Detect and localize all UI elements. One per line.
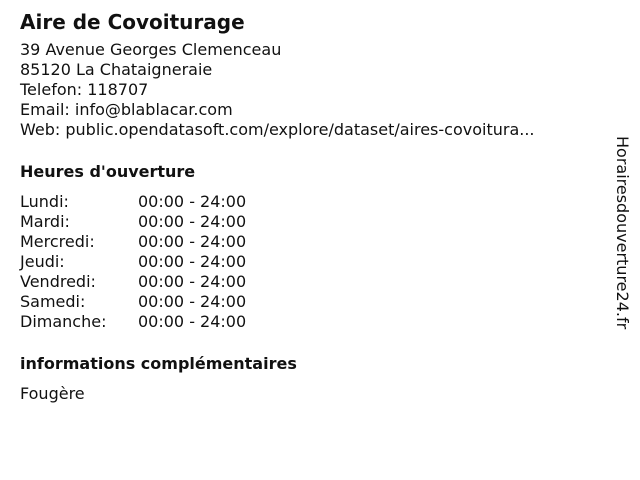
info-heading: informations complémentaires: [20, 354, 297, 373]
email-line: Email: info@blablacar.com: [20, 100, 233, 119]
brand-watermark: Horairesdouverture24.fr: [613, 136, 632, 330]
day-label: Lundi:: [20, 192, 69, 211]
hours-row-thursday: [20, 252, 600, 272]
place-title: Aire de Covoiturage: [20, 10, 245, 34]
time-range: 00:00 - 24:00: [138, 272, 247, 291]
time-range: 00:00 - 24:00: [138, 212, 247, 231]
day-label: Jeudi:: [20, 252, 65, 271]
hours-row-saturday: [20, 292, 600, 312]
day-label: Mardi:: [20, 212, 70, 231]
web-label: Web:: [20, 120, 61, 139]
day-label: Vendredi:: [20, 272, 96, 291]
hours-row-wednesday: [20, 232, 600, 252]
street-address: 39 Avenue Georges Clemenceau: [20, 40, 282, 59]
city-line: 85120 La Chataigneraie: [20, 60, 213, 79]
time-range: 00:00 - 24:00: [138, 292, 247, 311]
web-line: [20, 120, 600, 140]
time-range: 00:00 - 24:00: [138, 232, 247, 251]
hours-row-monday: [20, 192, 600, 212]
day-label: Samedi:: [20, 292, 86, 311]
opening-hours-table: [20, 192, 600, 332]
hours-heading: Heures d'ouverture: [20, 162, 196, 181]
hours-row-friday: [20, 272, 600, 292]
web-link[interactable]: public.opendatasoft.com/explore/dataset/aires-covoitura...: [65, 120, 535, 139]
time-range: 00:00 - 24:00: [138, 192, 247, 211]
hours-row-tuesday: [20, 212, 600, 232]
phone-line: Telefon: 118707: [20, 80, 149, 99]
hours-row-sunday: [20, 312, 600, 332]
day-label: Dimanche:: [20, 312, 107, 331]
time-range: 00:00 - 24:00: [138, 252, 247, 271]
info-text: Fougère: [20, 384, 85, 403]
time-range: 00:00 - 24:00: [138, 312, 247, 331]
place-card: [20, 8, 600, 404]
day-label: Mercredi:: [20, 232, 95, 251]
